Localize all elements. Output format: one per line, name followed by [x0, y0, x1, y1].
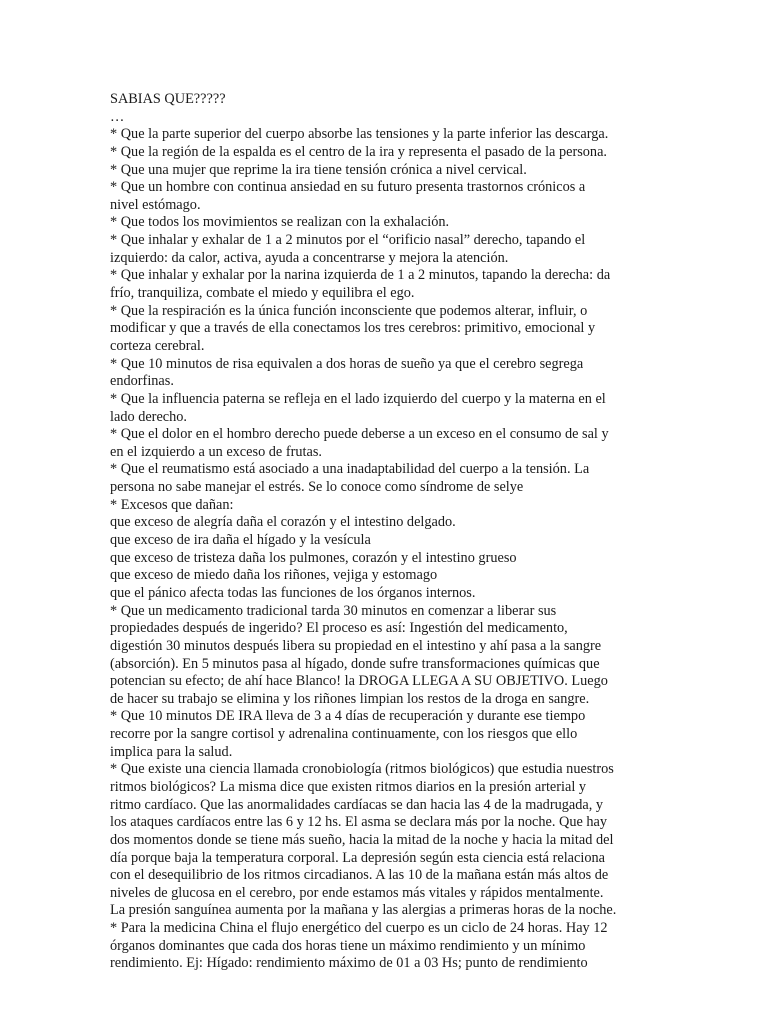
- text-line: ritmo cardíaco. Que las anormalidades cardíacas se dan hacia las 4 de la madrugada, y: [110, 796, 604, 813]
- text-line: * Que inhalar y exhalar por la narina izquierda de 1 a 2 minutos, tapando la derecha: da: [110, 267, 611, 284]
- text-line: niveles de glucosa en el cerebro, por ende estamos más vitales y rápidos mentalmente.: [110, 884, 604, 901]
- text-line: potencian su efecto; de ahí hace Blanco! la DROGA LLEGA A SU OBJETIVO. Luego: [110, 673, 608, 690]
- text-line: * Que la influencia paterna se refleja en el lado izquierdo del cuerpo y la materna en el: [110, 390, 606, 407]
- text-line: * Que la respiración es la única función inconsciente que podemos alterar, influir, o: [110, 302, 588, 319]
- text-line: dos momentos donde se tiene más sueño, hacia la mitad de la noche y hacia la mitad del: [110, 831, 614, 848]
- text-line: izquierdo: da calor, activa, ayuda a concentrarse y mejora la atención.: [110, 249, 509, 266]
- text-line: * Que 10 minutos DE IRA lleva de 3 a 4 días de recuperación y durante ese tiempo: [110, 708, 586, 725]
- text-line: corteza cerebral.: [110, 337, 205, 354]
- text-line: de hacer su trabajo se elimina y los riñones limpian los restos de la droga en sangre.: [110, 690, 590, 707]
- text-line: * Que un hombre con continua ansiedad en su futuro presenta trastornos crónicos a: [110, 179, 586, 196]
- document-body: [110, 91, 660, 973]
- text-line: * Que el dolor en el hombro derecho puede deberse a un exceso en el consumo de sal y: [110, 426, 609, 443]
- text-line: recorre por la sangre cortisol y adrenalina continuamente, con los riesgos que ello: [110, 726, 578, 743]
- text-line: * Que la parte superior del cuerpo absorbe las tensiones y la parte inferior las descarga.: [110, 126, 609, 143]
- text-line: * Que 10 minutos de risa equivalen a dos horas de sueño ya que el cerebro segrega: [110, 355, 584, 372]
- text-line: día porque baja la temperatura corporal. La depresión según esta ciencia está relaciona: [110, 849, 605, 866]
- text-line: endorfinas.: [110, 373, 174, 390]
- text-line: que exceso de alegría daña el corazón y el intestino delgado.: [110, 514, 456, 531]
- text-line: * Que un medicamento tradicional tarda 30 minutos en comenzar a liberar sus: [110, 602, 557, 619]
- text-line: * Que la región de la espalda es el centro de la ira y representa el pasado de la persona.: [110, 143, 607, 160]
- text-line: * Que inhalar y exhalar de 1 a 2 minutos por el “orificio nasal” derecho, tapando el: [110, 232, 586, 249]
- text-line: * Excesos que dañan:: [110, 496, 234, 513]
- text-line: * Para la medicina China el flujo energético del cuerpo es un ciclo de 24 horas. Hay 12: [110, 920, 608, 937]
- text-line: * Que existe una ciencia llamada cronobiología (ritmos biológicos) que estudia nuestros: [110, 761, 614, 778]
- text-line: nivel estómago.: [110, 196, 201, 213]
- text-line: * Que una mujer que reprime la ira tiene tensión crónica a nivel cervical.: [110, 161, 527, 178]
- text-line: lado derecho.: [110, 408, 188, 425]
- text-line: digestión 30 minutos después libera su propiedad en el intestino y ahí pasa a la sangre: [110, 637, 602, 654]
- text-line: que el pánico afecta todas las funciones de los órganos internos.: [110, 584, 476, 601]
- text-line: implica para la salud.: [110, 743, 233, 760]
- text-line: modificar y que a través de ella conectamos los tres cerebros: primitivo, emocional y: [110, 320, 596, 337]
- text-line: que exceso de tristeza daña los pulmones, corazón y el intestino grueso: [110, 549, 517, 566]
- text-line: La presión sanguínea aumenta por la mañana y las alergias a primeras horas de la noche.: [110, 902, 617, 919]
- text-line: persona no sabe manejar el estrés. Se lo conoce como síndrome de selye: [110, 479, 524, 496]
- text-line: en el izquierdo a un exceso de frutas.: [110, 443, 322, 460]
- text-line: * Que todos los movimientos se realizan con la exhalación.: [110, 214, 450, 231]
- text-line: (absorción). En 5 minutos pasa al hígado, donde sufre transformaciones químicas que: [110, 655, 600, 672]
- text-line: con el desequilibrio de los ritmos circadianos. A las 10 de la mañana están más altos de: [110, 867, 609, 884]
- text-line: órganos dominantes que cada dos horas tiene un máximo rendimiento y un mínimo: [110, 937, 586, 954]
- document-title: SABIAS QUE?????: [110, 91, 226, 107]
- ellipsis-line: …: [110, 108, 125, 125]
- text-line: ritmos biológicos? La misma dice que existen ritmos diarios en la presión arterial y: [110, 778, 587, 795]
- text-line: propiedades después de ingerido? El proceso es así: Ingestión del medicamento,: [110, 620, 568, 637]
- text-line: * Que el reumatismo está asociado a una inadaptabilidad del cuerpo a la tensión. La: [110, 461, 590, 478]
- text-line: que exceso de ira daña el hígado y la vesícula: [110, 532, 371, 549]
- text-line: frío, tranquiliza, combate el miedo y equilibra el ego.: [110, 285, 415, 302]
- text-line: los ataques cardíacos entre las 6 y 12 hs. El asma se declara más por la noche. Que hay: [110, 814, 608, 831]
- text-line: que exceso de miedo daña los riñones, vejiga y estomago: [110, 567, 438, 584]
- text-line: rendimiento. Ej: Hígado: rendimiento máximo de 01 a 03 Hs; punto de rendimiento: [110, 955, 588, 972]
